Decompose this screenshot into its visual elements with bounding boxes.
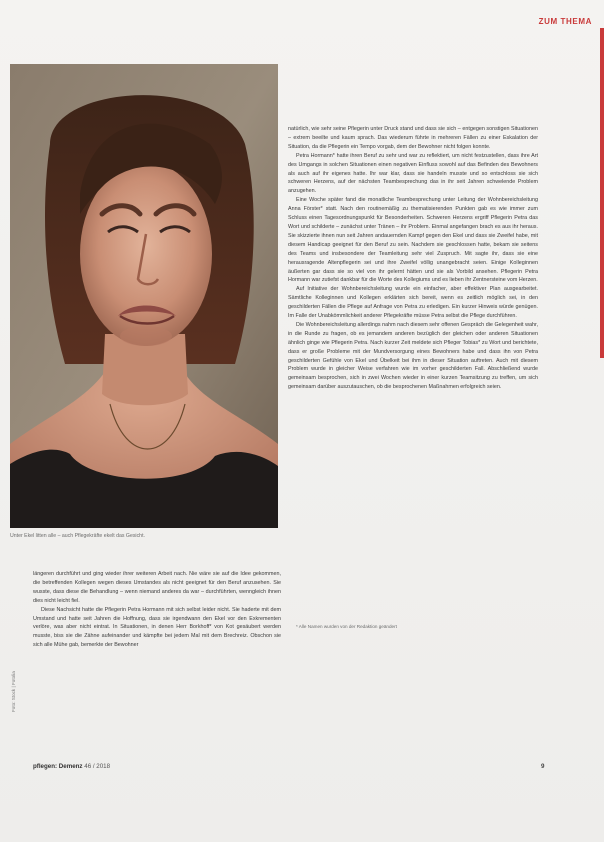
paragraph: Diese Nachsicht hatte die Pflegerin Petra Hormann mit sich selbst leider nicht. Sie haderte mit dem Umstand und hatte seit Jahren die Hoffnung, dass sie irgendwann den Ekel vor den Exkrementen verlöre, was aber nicht eintrat. In Situationen, in denen Herr Borkhoff* von Kot gesäubert werden musste, biss sie die Zähne aufeinander und kämpfte bei jedem Mal mit dem Brechreiz. Obschon sie sich alle Mühe gab, bemerkte der Bewohner bbox=[33, 606, 281, 649]
page-number: 9 bbox=[541, 763, 545, 770]
paragraph: Petra Hormann* hatte ihren Beruf zu sehr und war zu reflektiert, um nicht festzustellen, dass ihre Art des Umgangs in solchen Situationen einen negativen Einfluss sowohl auf das Befinden des Bewohners als auch auf ihr eigenes hatte. Ihr war klar, dass sie handeln musste und so entschloss sie sich schweren Herzens, auf der nächsten Teambesprechung das in ihr seit Jahren schwelende Problem anzugehen. bbox=[288, 152, 538, 195]
accent-edge-bar bbox=[600, 28, 604, 358]
photo-credit: Foto: Stock | Fotolia bbox=[11, 671, 16, 712]
footer-journal bbox=[33, 763, 110, 770]
issue-number: 46 / 2018 bbox=[84, 763, 111, 770]
section-tag: ZUM THEMA bbox=[538, 17, 592, 26]
paragraph: Eine Woche später fand die monatliche Teambesprechung unter Leitung der Wohnbereichsleitung Anna Förster* statt. Nach den routinemäßig zu thematisierenden Punkten gab es wie immer zum Schluss einen Tagesordnungspunkt für Besonderheiten. Schweren Herzens ergriff Pflegerin Petra das Wort und schilderte – zunächst unter Tränen – ihr Problem. Einmal angefangen brach es aus ihr heraus. Sie skizzierte ihnen nun seit Jahren andauernden Kampf gegen den Ekel und dass sie Zweifel habe, mit diesem Handicap geeignet für den Beruf zu sein. Nachdem sie geschlossen hatte, bekam sie seitens des Teams und insbesondere der Teamleitung sehr viel Zuspruch. Mit sagte ihr, dass sie eine herausragende Altenpflegerin sei und ihre Zweifel völlig unangebracht seien. Einige Kolleginnen äußerten gar dass sie so viel von ihr gelernt hätten und sie als Vorbild ansehen. Pflegerin Petra Hormann war zutiefst dankbar für die Worte des Kollegiums und es lieben ihr Zentnersteine vom Herzen. bbox=[288, 197, 538, 284]
journal-name: pflegen: Demenz bbox=[33, 763, 83, 770]
paragraph: Die Wohnbereichsleitung allerdings nahm nach diesem sehr offenen Gespräch die Gelegenheit wahr, in die Runde zu fragen, ob es jemandem anderen bezüglich der gleichen oder anderen Situationen ähnlich ginge wie Pflegerin Petra. Nach kurzer Zeit meldete sich Pfleger Tobias* zu Wort und berichtete, dass er große Probleme mit der Mundversorgung eines Bewohners habe und dass ihn von Petra geschilderten Gefühle von Ekel und Übelkeit bei ihm in dieser Situation auftreten. Auch mit diesem Problem wurde in gleicher Weise verfahren wie im vorher geschilderten Fall. Abschließend wurde gemeinsam besprochen, sich in zwei Wochen wieder in einer kurzen Teamsitzung zu treffen, um sich gemeinsam darüber auszutauschen, ob die besprochenen Maßnahmen erfolgreich seien. bbox=[288, 321, 538, 391]
paragraph: längeren durchführt und ging wieder ihrer weiteren Arbeit nach. Nie wäre sie auf die Idee gekommen, die betreffenden Kollegen wegen dieses Umstandes als nicht geeignet für den Beruf anzusehen. Sie wusste, dass diese die Behandlung – wenn niemand anderes da war – durchführten, wenngleich ihnen dies nicht leicht fiel. bbox=[33, 571, 281, 604]
portrait-photo bbox=[10, 64, 278, 528]
photo-caption: Unter Ekel litten alle – auch Pflegekräfte ekelt das Gesicht. bbox=[10, 533, 145, 539]
left-text-column bbox=[33, 570, 281, 650]
paragraph: natürlich, wie sehr seine Pflegerin unter Druck stand und dass sie sich – entgegen sonstigen Situationen – extrem beeilte und kaum sprach. Das wiederum führte in mehreren Fällen zu einer Eskalation der Situation, da die Pflegerin ein Tempo vorgab, dem der Bewohner nicht folgen konnte. bbox=[288, 126, 538, 150]
right-text-column bbox=[288, 125, 538, 392]
footnote: * Alle Namen wurden von der Redaktion geändert bbox=[296, 624, 397, 629]
paragraph: Auf Initiative der Wohnbereichsleitung wurde ein einfacher, aber effektiver Plan ausgearbeitet. Sämtliche Kolleginnen und Kollegen erklärten sich bereit, wenn es zeitlich möglich sei, in den geschilderten Fällen die Pflege auf Anfrage von Petra zu erledigen. Ein kurzer Hinweis würde genügen. Im Falle der Unabkömmlichkeit anderer Pflegekräfte müsse Petra selbst die Pflege durchführen. bbox=[288, 286, 538, 320]
